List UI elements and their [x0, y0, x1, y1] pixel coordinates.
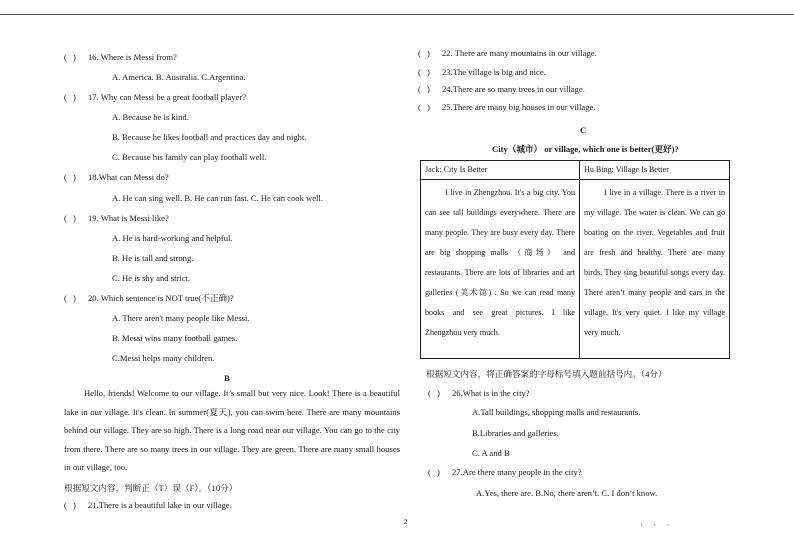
q26-stem: ( ) 26.What is in the city?	[428, 388, 530, 398]
q19-option-c: C. He is shy and strict.	[112, 273, 191, 283]
q16-options: A. America. B. Australia. C.Argentina.	[112, 72, 246, 82]
q18-stem: ( ) 18.What can Messi do?	[64, 172, 169, 182]
comparison-table	[420, 160, 730, 359]
q22-answer-blank[interactable]: ( )	[418, 48, 432, 58]
q26-answer-blank[interactable]: ( )	[428, 388, 442, 398]
q19-answer-blank[interactable]: ( )	[64, 213, 78, 223]
q16-stem: ( ) 16. Where is Messi from?	[64, 52, 177, 62]
hubing-cell	[580, 180, 730, 359]
q21-answer-blank[interactable]: ( )	[64, 500, 78, 510]
passage-b: Hello, friends! Welcome to our village. It’s small but very nice. Look! There is a beautiful lake in our village. It's clean. In summer(夏天), you can swim here. There are many mountains behind our village. They are so high. There is a long road near our village. You can go to the city from there. There are so many trees in our village. They are green. There are many small houses in our village, too.	[64, 388, 400, 473]
section-c-heading: C	[580, 125, 587, 135]
q18-answer-blank[interactable]: ( )	[64, 172, 78, 182]
page-number: 2	[404, 518, 408, 526]
footer-dots: · · ·	[640, 520, 674, 530]
section-c-title: City（城市） or village, which one is better(更好)?	[492, 144, 679, 154]
q18-options: A. He can sing well. B. He can run fast. C. He can cook well.	[112, 193, 323, 203]
section-b-heading: B	[224, 373, 230, 383]
q17-stem: ( ) 17. Why can Messi be a great football player?	[64, 92, 247, 102]
q27-options: A.Yes, there are. B.No, there aren’t. C. I don’t know.	[476, 488, 658, 498]
q20-option-c: C.Messi helps many children.	[112, 353, 215, 363]
q17-option-b: B. Because he likes football and practices day and night.	[112, 132, 307, 142]
instruction-c: 根据短文内容，将正确答案的字母标号填入题前括号内。（4分）	[426, 369, 667, 379]
instruction-b: 根据短文内容，判断正（T）误（F）。（10分）	[64, 483, 238, 493]
q17-option-c: C. Because his family can play football well.	[112, 152, 267, 162]
jack-cell	[421, 180, 580, 359]
top-rule	[0, 14, 794, 15]
q26-option-a: A.Tall buildings, shopping malls and restaurants.	[472, 407, 641, 417]
q24-answer-blank[interactable]: ( )	[418, 84, 432, 94]
jack-text: I live in Zhengzhou. It's a big city. You can see tall buildings everywhere. There are many people. They are busy every day. There are big shopping malls （商场） and restaurants. There are lots of libraries and art galleries (美术馆) . So we can read many books and see great pictures. I like Zhengzhou very much.	[425, 188, 575, 337]
q26-option-c: C. A and B	[472, 448, 510, 458]
q20-answer-blank[interactable]: ( )	[64, 293, 78, 303]
q21-stem: ( ) 21.There is a beautiful lake in our village.	[64, 500, 232, 510]
q20-option-b: B. Messi wins many football games.	[112, 333, 238, 343]
q23-answer-blank[interactable]: ( )	[418, 67, 432, 77]
q22-stem: ( ) 22. There are many mountains in our village.	[418, 48, 597, 58]
q26-option-b: B.Libraries and galleries.	[472, 428, 559, 438]
q16-answer-blank[interactable]: ( )	[64, 52, 78, 62]
q17-option-a: A. Because he is kind.	[112, 112, 189, 122]
q17-answer-blank[interactable]: ( )	[64, 92, 78, 102]
hubing-text: I live in a village. There is a river in my village. The water is clean. We can go boating on the river. Vegetables and fruit are fresh and healthy. There are many birds. They sing beautiful songs every day. There aren’t many people and cars in the village. It's very quiet. I like my village very much.	[584, 188, 725, 337]
q24-stem: ( ) 24.There are so many trees in our village.	[418, 84, 585, 94]
q20-option-a: A. There aren't many people like Messi.	[112, 313, 250, 323]
q25-stem: ( ) 25.There are many big houses in our village.	[418, 102, 596, 112]
hubing-title: Hu Bing: Village Is Better	[580, 161, 730, 180]
q20-stem: ( ) 20. Which sentence is NOT true(不正确)?	[64, 293, 234, 303]
q19-option-a: A. He is hard-working and helpful.	[112, 233, 233, 243]
q27-stem: ( ) 27.Are there many people in the city?	[428, 467, 582, 477]
q25-answer-blank[interactable]: ( )	[418, 102, 432, 112]
q23-stem: ( ) 23.The village is big and nice.	[418, 67, 546, 77]
q27-answer-blank[interactable]: ( )	[428, 467, 442, 477]
q19-option-b: B. He is tall and strong.	[112, 253, 194, 263]
q19-stem: ( ) 19. What is Messi like?	[64, 213, 169, 223]
jack-title: Jack: City Is Better	[421, 161, 580, 180]
